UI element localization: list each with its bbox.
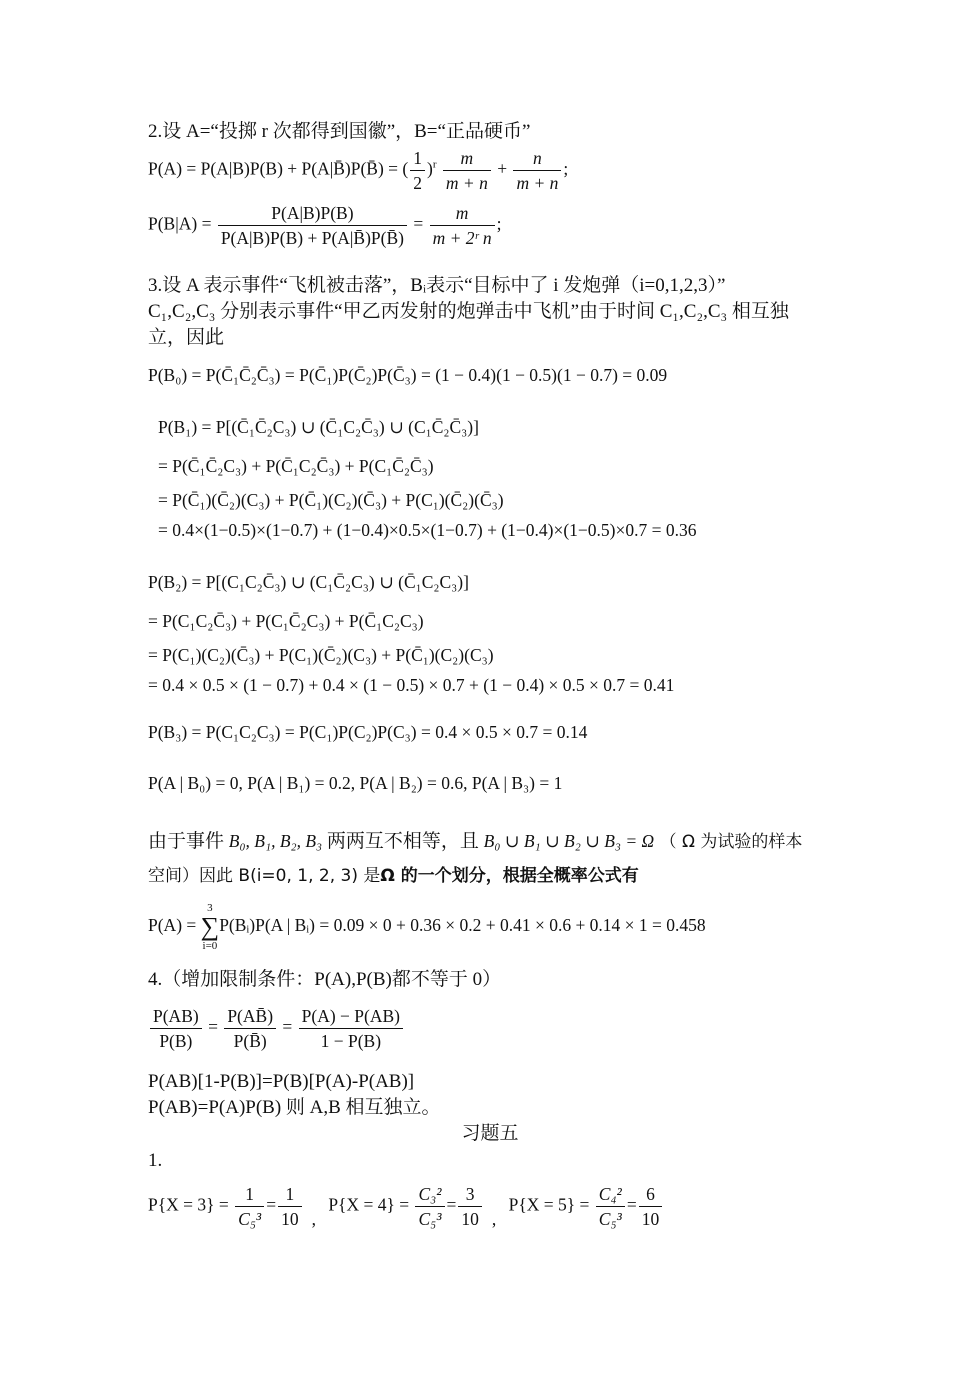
q3-pb2-line3: = P(C₁)(C₂)(C̄₃) + P(C₁)(C̄₂)(C₃) + P(C̄₁)(C₂)(C₃)	[148, 645, 494, 665]
q2-eq2-frac	[218, 201, 407, 250]
q2-f2	[513, 146, 561, 195]
q2-eq2-num: P(A|B)P(B)	[218, 201, 407, 226]
q4-f1-num: P(AB)	[150, 1004, 202, 1029]
q3-total-rhs: P(Bᵢ)P(A | Bᵢ) = 0.09 × 0 + 0.36 × 0.2 + 0.41 × 0.6 + 0.14 × 1 = 0.458	[219, 915, 706, 936]
q3-para-union: B₀ ∪ B₁ ∪ B₂ ∪ B₃ = Ω	[483, 831, 655, 851]
q3-pb2-line1: P(B₂) = P[(C₁C₂C̄₃) ∪ (C₁C̄₂C₃) ∪ (C̄₁C₂C₃)]	[148, 572, 469, 592]
q3-conditional: P(A | B₀) = 0, P(A | B₁) = 0.2, P(A | B₂) = 0.6, P(A | B₃) = 1	[148, 773, 563, 793]
q4-title: 4.（增加限制条件：P(A),P(B)都不等于 0）	[148, 969, 502, 990]
q3-pb2-line4: = 0.4 × 0.5 × (1 − 0.7) + 0.4 × (1 − 0.5) × 0.7 + (1 − 0.4) × 0.5 × 0.7 = 0.41	[148, 675, 675, 695]
q2-half-den: 2	[413, 173, 422, 193]
ex5-e2-d1: C₅³	[418, 1209, 442, 1229]
q4-f2-den: P(B̄)	[233, 1031, 267, 1051]
q3-para-events: B₀, B₁, B₂, B₃	[228, 831, 323, 851]
q4-f3	[299, 1004, 403, 1053]
q2-eq2-rden: m + 2ʳ n	[432, 228, 492, 248]
q3-total-lhs: P(A) =	[148, 915, 197, 936]
q3-total-probability	[148, 902, 706, 952]
q2-f1	[443, 146, 491, 195]
q3-para2-a: 空间）因此 B(i=0, 1, 2, 3) 是	[148, 866, 381, 886]
ex5-e1-n1: 1	[235, 1182, 264, 1207]
ex5-e2-n1: C₃²	[415, 1182, 444, 1207]
q2-eq2-den: P(A|B)P(B) + P(A|B̄)P(B̄)	[220, 228, 404, 248]
q3-para-a: 由于事件	[148, 831, 229, 852]
q4-f2	[224, 1004, 276, 1053]
q2-eq2: P(B|A) = $\frac{P(A|B)P(B)}{P(A|B)P(B) + P(A|B̄)P(B̄)}$ = $\frac{m}{\text{m + 2ʳ n}}$ ;	[148, 203, 502, 248]
ex5-e2-f2	[458, 1182, 482, 1231]
q2-eq2-lhs: P(B|A) =	[148, 213, 212, 234]
sum-top: 3	[207, 902, 213, 914]
q2-pow: r	[432, 158, 437, 171]
ex5-e1-n2: 1	[278, 1182, 302, 1207]
q2-half-fraction	[410, 146, 425, 195]
q2-f1-den: m + n	[445, 173, 488, 193]
q3-para2-b: Ω 的一个划分，根据全概率公式有	[380, 866, 639, 886]
ex5-comma-1: ,	[311, 1208, 316, 1229]
ex5-e3-f1	[596, 1182, 625, 1231]
ex5-probabilities: P{X = 3} = $\frac{1}{\text{C₅³}}$ = $\frac{1}{10}$ , P{X = 4} = $\frac{\text{C₃²}}{\text{C₅³}}$ = $\frac{3}{10}$ , P{X = 5} = $\frac{\text{C₄²}}{\text{C₅³}}$ = $\frac{6}{10}$	[148, 1182, 664, 1231]
q3-pb1-line4: = 0.4×(1−0.5)×(1−0.7) + (1−0.4)×0.5×(1−0.7) + (1−0.4)×(1−0.5)×0.7 = 0.36	[158, 520, 697, 540]
q2-eq2-rnum: m	[430, 201, 495, 226]
ex5-e1-d1: C₅³	[238, 1209, 262, 1229]
ex5-e2-f1	[415, 1182, 444, 1231]
q4-f3-num: P(A) − P(AB)	[299, 1004, 403, 1029]
q3-line2: C₁,C₂,C₃ 分别表示事件“甲乙丙发射的炮弹击中飞机”由于时间 C₁,C₂,C₃ 相互独	[148, 301, 789, 322]
ex5-number: 1.	[148, 1150, 163, 1171]
q3-pb2-line2: = P(C₁C₂C̄₃) + P(C₁C̄₂C₃) + P(C̄₁C₂C₃)	[148, 611, 424, 631]
ex5-e3-lhs: P{X = 5} =	[508, 1194, 590, 1215]
q3-pb1-line1: P(B₁) = P[(C̄₁C̄₂C₃) ∪ (C̄₁C₂C̄₃) ∪ (C₁C̄₂C̄₃)]	[158, 417, 479, 437]
q2-title: 2.设 A=“投掷 r 次都得到国徽”，B=“正品硬币”	[148, 121, 531, 142]
q2-half-num: 1	[410, 146, 425, 171]
q2-f2-den: m + n	[516, 173, 559, 193]
q2-eq2-result	[430, 201, 495, 250]
ex5-e1-f2	[278, 1182, 302, 1231]
q3-pb1-line3: = P(C̄₁)(C̄₂)(C₃) + P(C̄₁)(C₂)(C̄₃) + P(C₁)(C̄₂)(C̄₃)	[158, 490, 504, 510]
q4-f2-num: P(AB̄)	[224, 1004, 276, 1029]
q3-para-c: （ Ω 为试验的样本	[654, 832, 803, 852]
sum-bottom: i=0	[202, 940, 218, 952]
q4-f1-den: P(B)	[159, 1031, 193, 1051]
ex5-heading: 习题五	[461, 1123, 519, 1144]
ex5-e3-f2	[639, 1182, 663, 1231]
q4-line1: P(AB)[1-P(B)]=P(B)[P(A)-P(AB)]	[148, 1071, 415, 1092]
q3-paragraph-line2	[148, 863, 639, 889]
q3-pb0: P(B₀) = P(C̄₁C̄₂C̄₃) = P(C̄₁)P(C̄₂)P(C̄₃) = (1 − 0.4)(1 − 0.5)(1 − 0.7) = 0.09	[148, 365, 668, 385]
q4-f3-den: 1 − P(B)	[320, 1031, 382, 1051]
q2-eq1-lhs: P(A) = P(A|B)P(B) + P(A|B̄)P(B̄) = (	[148, 158, 409, 179]
ex5-e3-d2: 10	[641, 1209, 660, 1229]
q2-f2-num: n	[513, 146, 561, 171]
q3-pb1-line2: = P(C̄₁C̄₂C₃) + P(C̄₁C₂C̄₃) + P(C₁C̄₂C̄₃)	[158, 456, 434, 476]
q2-eq1: P(A) = P(A|B)P(B) + P(A|B̄)P(B̄) = ( $\frac{1}{2}$ )$^r$ $\frac{m}{m + n}$ + $\frac{n}{m + n}$ ;	[148, 148, 569, 193]
ex5-e1-lhs: P{X = 3} =	[148, 1194, 229, 1215]
ex5-e3-n2: 6	[639, 1182, 663, 1207]
q4-line2: P(AB)=P(A)P(B) 则 A,B 相互独立。	[148, 1097, 441, 1118]
q3-para-b: 两两互不相等，且	[322, 831, 484, 852]
q2-f1-num: m	[443, 146, 491, 171]
ex5-e2-d2: 10	[461, 1209, 479, 1229]
sum-symbol	[201, 902, 220, 952]
sigma-glyph: ∑	[200, 912, 220, 941]
q3-line1: 3.设 A 表示事件“飞机被击落”，Bᵢ表示“目标中了 i 发炮弹（i=0,1,2,3）”	[148, 275, 726, 296]
ex5-e3-d1: C₅³	[598, 1209, 622, 1229]
ex5-comma-2: ,	[491, 1208, 497, 1229]
ex5-e1-d2: 10	[281, 1209, 299, 1229]
q4-equation: $\frac{P(AB)}{P(B)}$ = $\frac{P(AB̄)}{P(B̄)}$ = $\frac{P(A) - P(AB)}{1 - P(B)}$	[148, 1004, 405, 1053]
ex5-e3-n1: C₄²	[596, 1182, 625, 1207]
ex5-e2-n2: 3	[458, 1182, 482, 1207]
ex5-e2-lhs: P{X = 4} =	[328, 1194, 410, 1215]
q4-f1	[150, 1004, 202, 1053]
q3-paragraph-line1	[148, 829, 802, 855]
q3-pb3: P(B₃) = P(C₁C₂C₃) = P(C₁)P(C₂)P(C₃) = 0.4 × 0.5 × 0.7 = 0.14	[148, 722, 588, 742]
q3-line3: 立，因此	[148, 327, 225, 348]
ex5-e1-f1	[235, 1182, 264, 1231]
